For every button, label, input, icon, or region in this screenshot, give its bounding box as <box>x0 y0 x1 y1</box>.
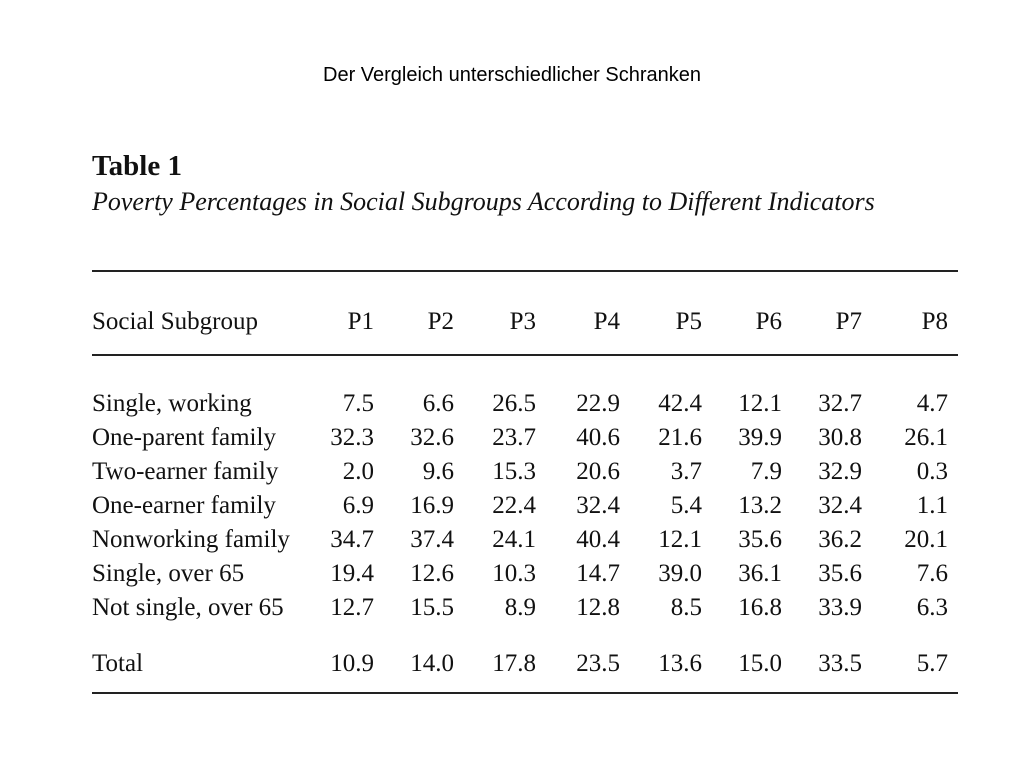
cell-p4: 20.6 <box>576 458 620 485</box>
cell-p3: 17.8 <box>492 650 536 677</box>
cell-p1: 32.3 <box>330 424 374 451</box>
table-row <box>92 594 958 628</box>
cell-p4: 40.6 <box>576 424 620 451</box>
row-label: Two-earner family <box>92 458 279 485</box>
cell-p5: 13.6 <box>658 650 702 677</box>
top-rule <box>92 270 958 272</box>
cell-p6: 13.2 <box>738 492 782 519</box>
cell-p7: 32.4 <box>818 492 862 519</box>
cell-p3: 23.7 <box>492 424 536 451</box>
table-row <box>92 424 958 458</box>
bottom-rule <box>92 692 958 694</box>
cell-p1: 7.5 <box>342 390 374 417</box>
cell-p8: 4.7 <box>916 390 948 417</box>
row-label: Total <box>92 650 144 677</box>
cell-p3: 22.4 <box>492 492 536 519</box>
cell-p6: 12.1 <box>738 390 782 417</box>
row-label: Not single, over 65 <box>92 594 284 621</box>
cell-p5: 8.5 <box>670 594 702 621</box>
cell-p7: 30.8 <box>818 424 862 451</box>
total-row <box>92 650 958 684</box>
cell-p2: 14.0 <box>410 650 454 677</box>
cell-p8: 0.3 <box>916 458 948 485</box>
table-label: Table 1 <box>92 150 182 182</box>
cell-p6: 39.9 <box>738 424 782 451</box>
table-caption: Poverty Percentages in Social Subgroups According to Different Indicators <box>92 187 875 216</box>
cell-p2: 9.6 <box>422 458 454 485</box>
cell-p2: 16.9 <box>410 492 454 519</box>
row-label: Single, working <box>92 390 252 417</box>
cell-p8: 20.1 <box>904 526 948 553</box>
cell-p2: 15.5 <box>410 594 454 621</box>
cell-p7: 33.5 <box>818 650 862 677</box>
cell-p5: 3.7 <box>670 458 702 485</box>
cell-p4: 32.4 <box>576 492 620 519</box>
cell-p5: 42.4 <box>658 390 702 417</box>
cell-p3: 24.1 <box>492 526 536 553</box>
cell-p1: 34.7 <box>330 526 374 553</box>
cell-p7: 32.9 <box>818 458 862 485</box>
cell-p3: 26.5 <box>492 390 536 417</box>
cell-p5: 39.0 <box>658 560 702 587</box>
row-label: One-parent family <box>92 424 276 451</box>
cell-p7: 33.9 <box>818 594 862 621</box>
cell-p3: 10.3 <box>492 560 536 587</box>
cell-p1: 6.9 <box>342 492 374 519</box>
cell-p3: 15.3 <box>492 458 536 485</box>
cell-p1: 12.7 <box>330 594 374 621</box>
cell-p3: 8.9 <box>504 594 536 621</box>
column-header-subgroup: Social Subgroup <box>92 308 258 335</box>
row-label: One-earner family <box>92 492 276 519</box>
cell-p4: 23.5 <box>576 650 620 677</box>
cell-p2: 32.6 <box>410 424 454 451</box>
cell-p8: 7.6 <box>916 560 948 587</box>
cell-p8: 1.1 <box>916 492 948 519</box>
cell-p6: 15.0 <box>738 650 782 677</box>
cell-p8: 5.7 <box>916 650 948 677</box>
slide-title: Der Vergleich unterschiedlicher Schranken <box>323 64 701 86</box>
cell-p1: 10.9 <box>330 650 374 677</box>
column-header-p2: P2 <box>427 308 454 335</box>
table-row <box>92 492 958 526</box>
cell-p4: 40.4 <box>576 526 620 553</box>
cell-p7: 36.2 <box>818 526 862 553</box>
cell-p6: 36.1 <box>738 560 782 587</box>
column-header-p8: P8 <box>921 308 948 335</box>
header-rule <box>92 354 958 356</box>
cell-p7: 32.7 <box>818 390 862 417</box>
row-label: Single, over 65 <box>92 560 245 587</box>
table-row <box>92 458 958 492</box>
column-header-p4: P4 <box>593 308 620 335</box>
cell-p2: 6.6 <box>422 390 454 417</box>
column-header-p5: P5 <box>675 308 702 335</box>
column-header-row <box>92 308 958 342</box>
cell-p5: 12.1 <box>658 526 702 553</box>
cell-p6: 16.8 <box>738 594 782 621</box>
cell-p5: 21.6 <box>658 424 702 451</box>
cell-p6: 35.6 <box>738 526 782 553</box>
cell-p4: 12.8 <box>576 594 620 621</box>
table-row <box>92 526 958 560</box>
cell-p1: 2.0 <box>342 458 374 485</box>
cell-p8: 6.3 <box>916 594 948 621</box>
cell-p5: 5.4 <box>670 492 702 519</box>
scanned-table <box>88 150 960 710</box>
column-header-p3: P3 <box>509 308 536 335</box>
row-label: Nonworking family <box>92 526 290 553</box>
column-header-p7: P7 <box>835 308 862 335</box>
table-row <box>92 390 958 424</box>
cell-p2: 37.4 <box>410 526 454 553</box>
cell-p1: 19.4 <box>330 560 374 587</box>
table-row <box>92 560 958 594</box>
column-header-p1: P1 <box>347 308 374 335</box>
cell-p8: 26.1 <box>904 424 948 451</box>
column-header-p6: P6 <box>755 308 782 335</box>
cell-p6: 7.9 <box>750 458 782 485</box>
cell-p2: 12.6 <box>410 560 454 587</box>
cell-p4: 14.7 <box>576 560 620 587</box>
cell-p7: 35.6 <box>818 560 862 587</box>
cell-p4: 22.9 <box>576 390 620 417</box>
